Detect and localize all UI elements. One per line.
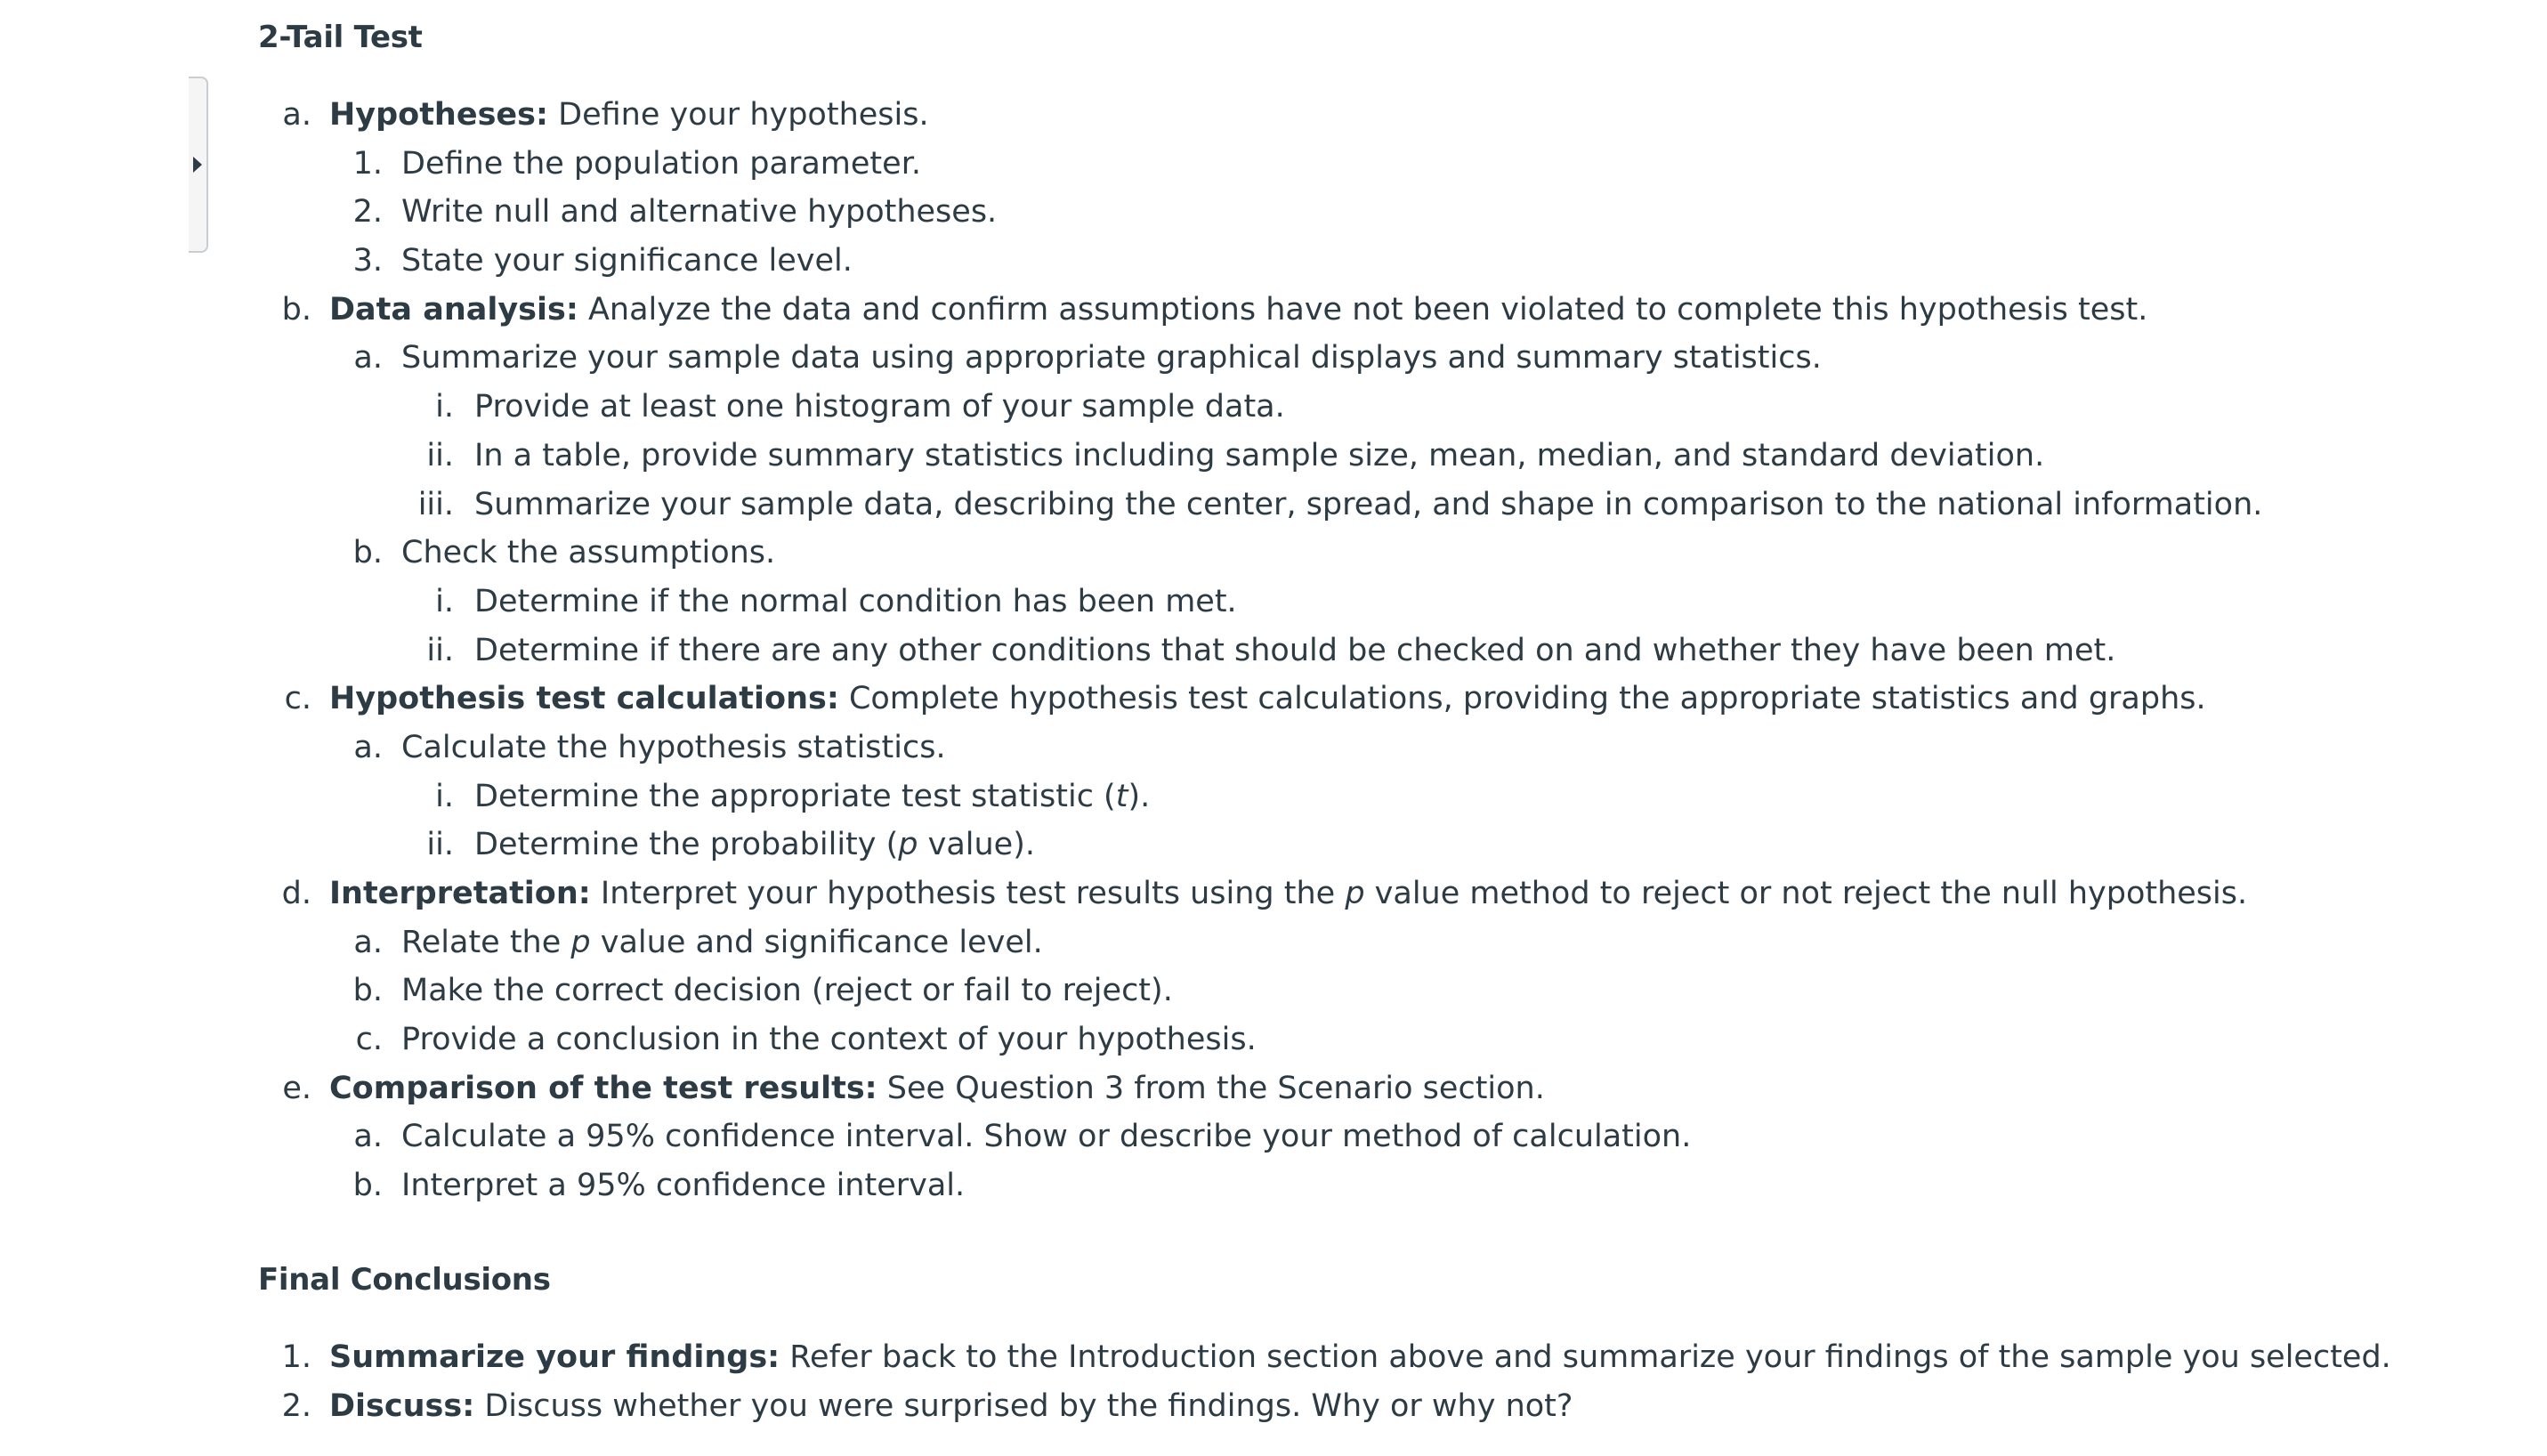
list-item: 1. Define the population parameter. [352,145,921,182]
list-item: a. Calculate a 95% confidence interval. Show or describe your method of calculation. [353,1119,1692,1155]
list-item: a. Summarize your sample data using appropriate graphical displays and summary statistics. [353,340,1822,376]
list-item: a. Calculate the hypothesis statistics. [353,729,946,765]
list-item: b. Data analysis: Analyze the data and confirm assumptions have not been violated to complete this hypothesis test. [281,291,2148,328]
list-item: d. Interpretation: Interpret your hypothesis test results using the p value method to reject or not reject the null hypothesis. [281,876,2248,911]
item-label: Hypotheses: [329,97,548,133]
item-label: Data analysis: [329,291,578,328]
list-item: ii. In a table, provide summary statistics including sample size, mean, median, and standard deviation. [426,437,2045,473]
item-label: Discuss: [329,1387,475,1424]
list-item: b. Make the correct decision (reject or fail to reject). [352,973,1173,1009]
item-label: Interpretation: [329,876,591,911]
two-tail-test-list [258,91,2483,1210]
list-item: iii. Summarize your sample data, describing the center, spread, and shape in comparison to the national information. [417,486,2263,522]
list-item: i. Determine if the normal condition has been met. [435,583,1237,619]
list-item: i. Provide at least one histogram of your sample data. [435,389,1285,425]
item-label: Comparison of the test results: [329,1070,877,1106]
section-heading-two-tail-test: 2-Tail Test [258,20,423,55]
list-marker: a. [282,97,311,133]
list-item: a. Relate the p value and significance level. [353,924,1043,960]
list-item [258,91,2483,140]
list-item: c. Hypothesis test calculations: Complete hypothesis test calculations, providing the appropriate statistics and graphs. [284,681,2206,717]
expand-arrow-icon [193,157,202,173]
collapsed-sidebar-toggle[interactable] [189,77,208,253]
list-item: c. Provide a conclusion in the context of your hypothesis. [355,1022,1257,1058]
list-item: b. Check the assumptions. [352,535,776,571]
list-item: b. Interpret a 95% confidence interval. [352,1168,966,1204]
final-conclusions-list [258,1333,2483,1430]
list-item: 1. Summarize your findings: Refer back to the Introduction section above and summarize your findings of the sample you selected. [281,1339,2391,1375]
list-item: ii. Determine the probability (p value). [426,827,1035,863]
list-item: 2. Write null and alternative hypotheses. [352,194,998,231]
list-item: e. Comparison of the test results: See Question 3 from the Scenario section. [282,1070,1545,1106]
item-label: Hypothesis test calculations: [329,681,839,717]
item-label: Summarize your findings: [329,1339,780,1375]
list-item: 3. State your significance level. [352,243,853,279]
list-item: 2. Discuss: Discuss whether you were surprised by the findings. Why or why not? [281,1387,1573,1424]
section-heading-final-conclusions: Final Conclusions [258,1261,551,1298]
list-item: ii. Determine if there are any other conditions that should be checked on and whether they have been met. [426,632,2116,668]
rubric-content [258,0,2483,1430]
item-text: Define your hypothesis. [548,97,929,133]
list-item: i. Determine the appropriate test statistic (t). [435,778,1151,814]
